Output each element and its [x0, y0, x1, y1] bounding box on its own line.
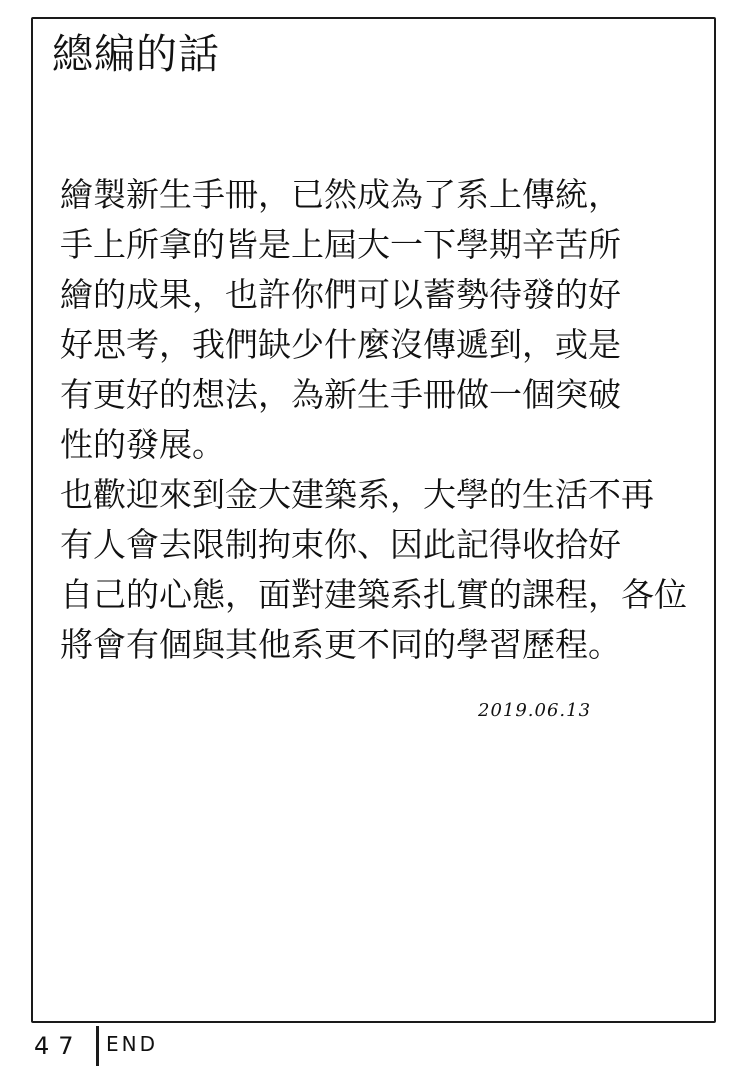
- page-title: 總編的話: [52, 30, 220, 78]
- signature-date: 2019.06.13: [478, 700, 592, 721]
- paragraph-1-line: 繪製新生手冊，已然成為了系上傳統，: [60, 175, 621, 214]
- editor-letter-body: [60, 170, 685, 670]
- paragraph-1-line: 好思考，我們缺少什麼沒傳遞到，或是: [60, 325, 621, 364]
- footer-divider: [96, 1026, 99, 1066]
- paragraph-2-line: 將會有個與其他系更不同的學習歷程。: [60, 625, 621, 664]
- end-label: END: [106, 1032, 158, 1056]
- paragraph-2-line: 有人會去限制拘束你、因此記得收拾好: [60, 525, 621, 564]
- paragraph-1-line: 繪的成果，也許你們可以蓄勢待發的好: [60, 275, 621, 314]
- paragraph-1-line: 有更好的想法，為新生手冊做一個突破: [60, 375, 621, 414]
- paragraph-2-line: 自己的心態，面對建築系扎實的課程，各位: [60, 575, 687, 614]
- page-number: 47: [34, 1032, 83, 1060]
- paragraph-1-line: 手上所拿的皆是上屆大一下學期辛苦所: [60, 225, 621, 264]
- paragraph-2-line: 也歡迎來到金大建築系，大學的生活不再: [60, 475, 654, 514]
- paragraph-1-line: 性的發展。: [60, 425, 225, 464]
